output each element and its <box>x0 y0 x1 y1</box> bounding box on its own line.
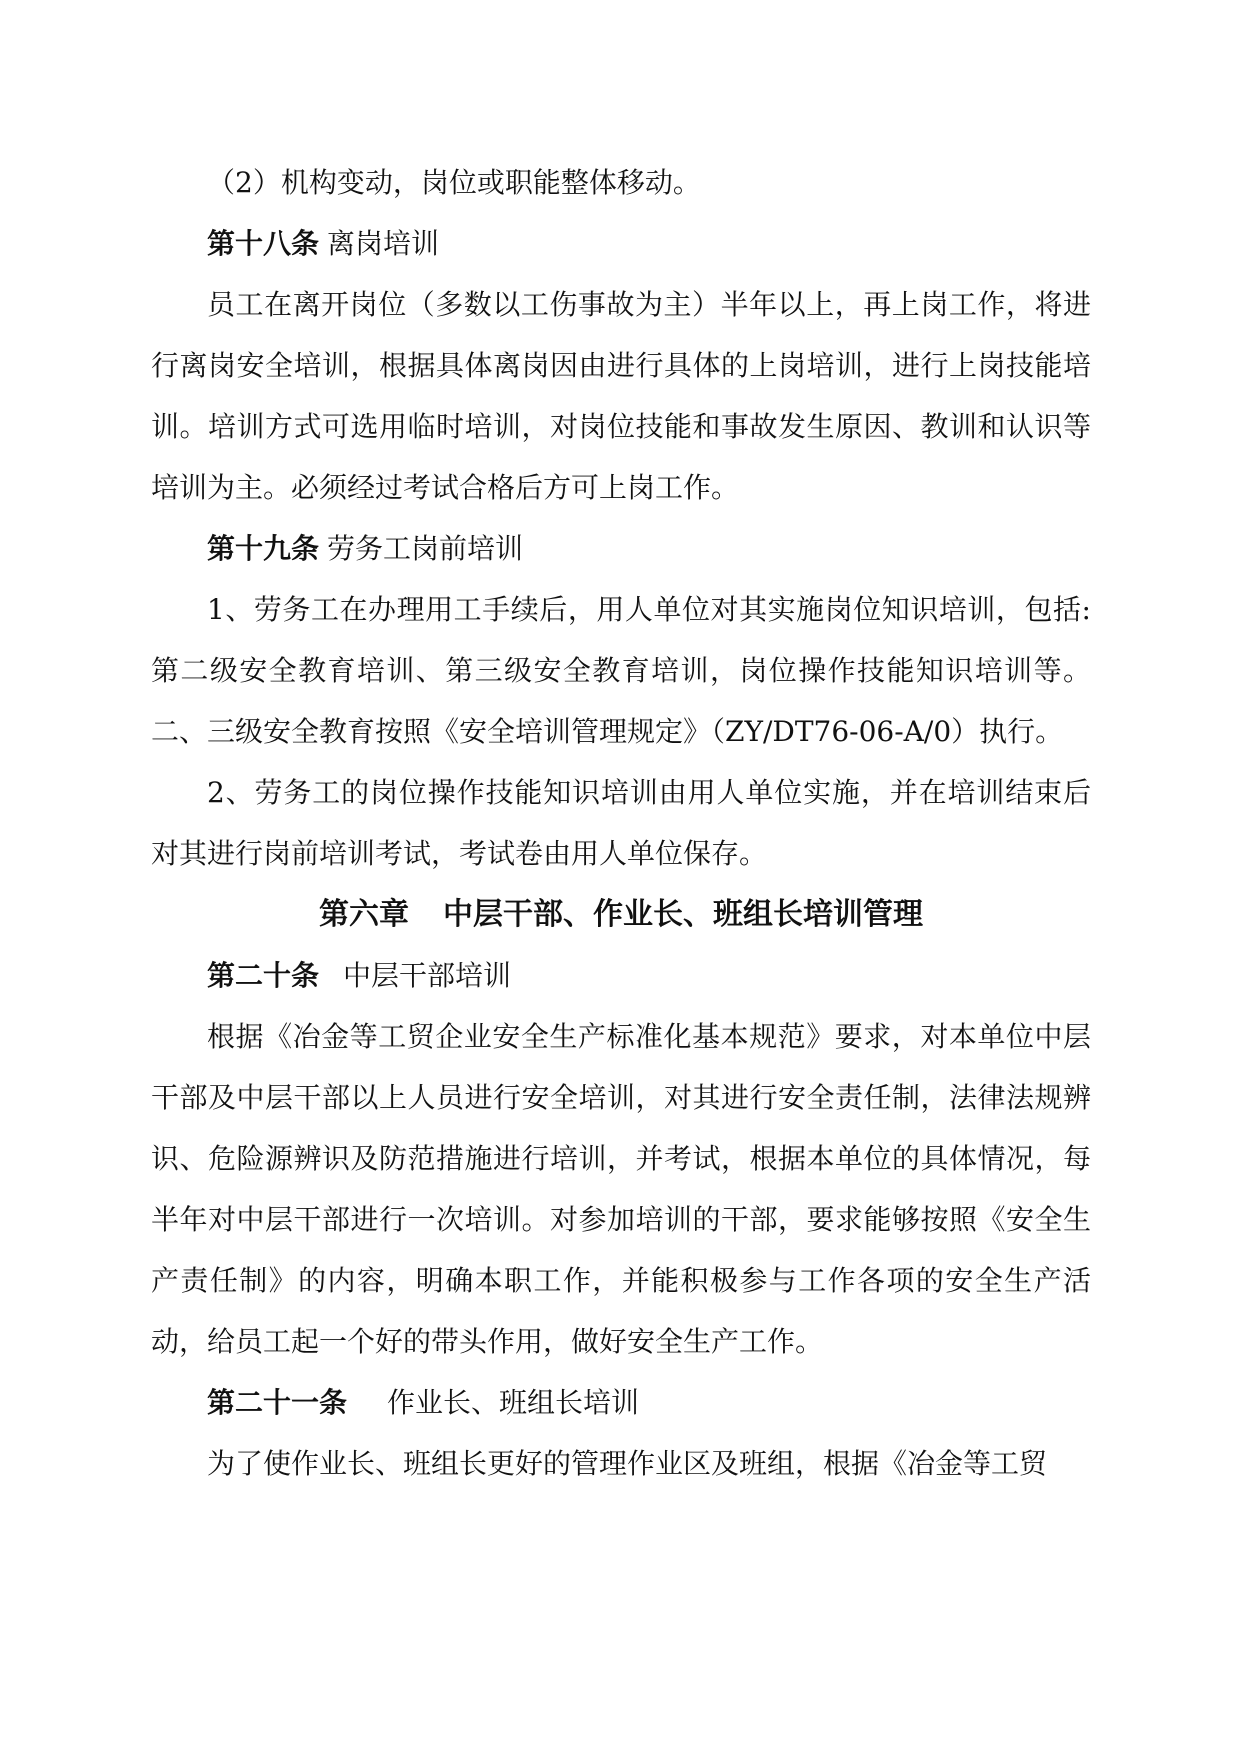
article-20-number: 第二十条 <box>207 959 320 992</box>
article-18-paragraph: 员工在离开岗位（多数以工伤事故为主）半年以上，再上岗工作，将进行离岗安全培训，根据具体离岗因由进行具体的上岗培训，进行上岗技能培训。培训方式可选用临时培训，对岗位技能和事故发生原因、教训和认识等培训为主。必须经过考试合格后方可上岗工作。 <box>151 288 1091 504</box>
article-18-number: 第十八条 <box>207 227 320 260</box>
article-19-paragraph-1: 1、劳务工在办理用工手续后，用人单位对其实施岗位知识培训，包括:第二级安全教育培训、第三级安全教育培训，岗位操作技能知识培训等。二、三级安全教育按照《安全培训管理规定》（ZY/DT76-06-A/0）执行。 <box>151 593 1091 748</box>
article-20-title: 中层干部培训 <box>343 959 512 992</box>
article-19-title: 劳务工岗前培训 <box>327 532 524 565</box>
article-21-number: 第二十一条 <box>207 1386 348 1419</box>
chapter-6-heading <box>151 884 1091 945</box>
article-20-heading <box>151 945 1091 1006</box>
article-19-heading <box>151 518 1091 579</box>
article-18-title: 离岗培训 <box>327 227 440 260</box>
article-21-paragraph: 为了使作业长、班组长更好的管理作业区及班组，根据《冶金等工贸 <box>207 1447 1048 1480</box>
article-19-number: 第十九条 <box>207 532 320 565</box>
article-19-paragraph-2: 2、劳务工的岗位操作技能知识培训由用人单位实施，并在培训结束后对其进行岗前培训考试，考试卷由用人单位保存。 <box>151 776 1091 870</box>
article-21-heading <box>151 1372 1091 1433</box>
document-body <box>151 152 1091 1494</box>
article-21-title: 作业长、班组长培训 <box>387 1386 640 1419</box>
paragraph-item-2: （2）机构变动，岗位或职能整体移动。 <box>207 166 701 199</box>
chapter-6-number: 第六章 <box>319 897 409 932</box>
article-18-heading <box>151 213 1091 274</box>
article-20-paragraph: 根据《冶金等工贸企业安全生产标准化基本规范》要求，对本单位中层干部及中层干部以上人员进行安全培训，对其进行安全责任制，法律法规辨识、危险源辨识及防范措施进行培训，并考试，根据本单位的具体情况，每半年对中层干部进行一次培训。对参加培训的干部，要求能够按照《安全生产责任制》的内容，明确本职工作，并能积极参与工作各项的安全生产活动，给员工起一个好的带头作用，做好安全生产工作。 <box>151 1020 1091 1358</box>
chapter-6-title: 中层干部、作业长、班组长培训管理 <box>443 897 923 932</box>
